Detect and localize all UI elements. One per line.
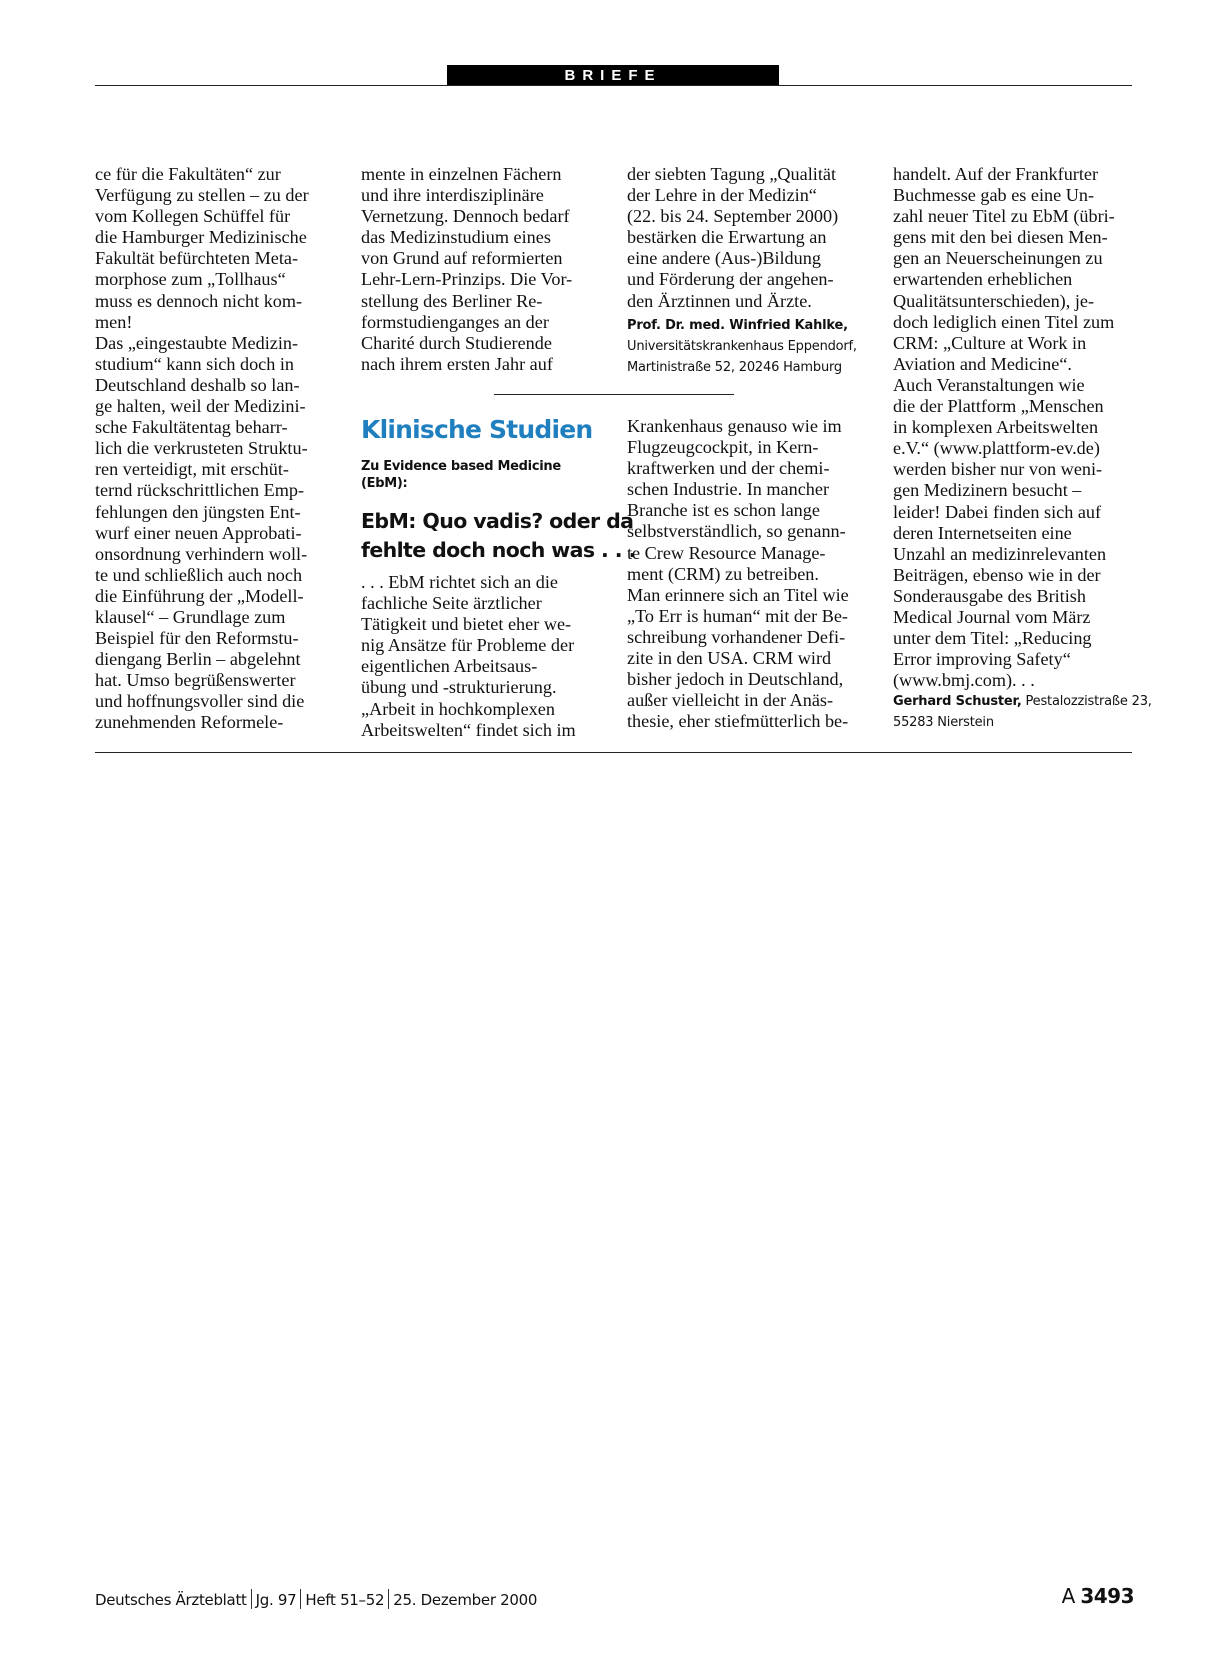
text-line: unter dem Titel: „Reducing xyxy=(893,628,1092,649)
content-bottom-rule xyxy=(95,752,1132,753)
text-line: Qualitätsunterschieden), je- xyxy=(893,290,1094,311)
text-line: Unzahl an medizinrelevanten xyxy=(893,543,1107,564)
letter-body xyxy=(361,572,609,741)
text-line: schen Industrie. In mancher xyxy=(627,479,830,500)
text-line: ment (CRM) zu betreiben. xyxy=(627,563,819,584)
text-line: ge halten, weil der Medizini- xyxy=(95,396,306,417)
separator xyxy=(388,1589,389,1609)
separator xyxy=(300,1589,301,1609)
column-1 xyxy=(95,164,333,734)
text-line: Krankenhaus genauso wie im xyxy=(627,416,842,436)
text-line: wurf einer neuen Approbati- xyxy=(95,522,302,543)
signature-address: Martinistraße 52, 20246 Hamburg xyxy=(627,359,842,375)
text-line: und ihre interdisziplinäre xyxy=(361,185,544,206)
text-line: das Medizinstudium eines xyxy=(361,227,551,248)
text-line: onsordnung verhindern woll- xyxy=(95,543,308,564)
text-line: stellung des Berliner Re- xyxy=(361,290,543,311)
text-line: Sonderausgabe des British xyxy=(893,585,1086,606)
text-line: men! xyxy=(95,311,133,332)
text-line: thesie, eher stiefmütterlich be- xyxy=(627,711,849,732)
text-line: die Hamburger Medizinische xyxy=(95,227,307,248)
text-line: studium“ kann sich doch in xyxy=(95,353,295,374)
text-line: zite in den USA. CRM wird xyxy=(627,648,832,669)
text-line: der Lehre in der Medizin“ xyxy=(627,185,817,206)
text-line: Das „eingestaubte Medizin- xyxy=(95,332,299,353)
column-4 xyxy=(893,164,1152,733)
text-line: selbstverständlich, so genann- xyxy=(627,521,846,542)
text-line: te und schließlich auch noch xyxy=(95,564,303,585)
separator xyxy=(251,1589,252,1609)
letter-separator xyxy=(494,394,734,395)
text-line: Beispiel für den Reformstu- xyxy=(95,628,299,649)
text-line: Vernetzung. Dennoch bedarf xyxy=(361,206,570,227)
date: 25. Dezember 2000 xyxy=(393,1591,538,1609)
letter-header xyxy=(361,410,636,741)
text-line: Flugzeugcockpit, in Kern- xyxy=(627,437,819,458)
signature-affiliation: Universitätskrankenhaus Eppendorf, xyxy=(627,338,857,354)
text-line: hat. Umso begrüßenswerter xyxy=(95,670,296,691)
text-line: Buchmesse gab es eine Un- xyxy=(893,185,1095,206)
text-line: vom Kollegen Schüffel für xyxy=(95,206,291,227)
text-line: kraftwerken und der chemi- xyxy=(627,458,830,479)
text-line: klausel“ – Grundlage zum xyxy=(95,606,286,627)
text-line: Lehr-Lern-Prinzips. Die Vor- xyxy=(361,269,573,290)
text-line: Aviation and Medicine“. xyxy=(893,353,1072,374)
text-line: zunehmenden Reformele- xyxy=(95,712,284,733)
text-line: Beiträgen, ebenso wie in der xyxy=(893,564,1101,585)
text-line: CRM: „Culture at Work in xyxy=(893,332,1087,353)
text-line: die Einführung der „Modell- xyxy=(95,585,304,606)
text-line: gens mit den bei diesen Men- xyxy=(893,227,1108,248)
text-line: und hoffnungsvoller sind die xyxy=(95,691,305,712)
section-label: BRIEFE xyxy=(447,65,779,86)
issue: Heft 51–52 xyxy=(305,1591,385,1609)
text-line: „To Err is human“ mit der Be- xyxy=(627,605,848,626)
text-line: Error improving Safety“ xyxy=(893,649,1071,670)
text-line: nig Ansätze für Probleme der xyxy=(361,635,575,656)
letter-headline: EbM: Quo vadis? oder da fehlte doch noch was . . . xyxy=(361,509,636,562)
text-line: e.V.“ (www.plattform-ev.de) xyxy=(893,438,1100,459)
text-line: Tätigkeit und bietet eher we- xyxy=(361,614,572,635)
text-line: Branche ist es schon lange xyxy=(627,500,820,521)
text-line: muss es dennoch nicht kom- xyxy=(95,290,303,311)
text-line: „Arbeit in hochkomplexen xyxy=(361,698,555,719)
signature-name: Prof. Dr. med. Winfried Kahlke, xyxy=(627,317,848,333)
text-line: nach ihrem ersten Jahr auf xyxy=(361,353,553,374)
text-line: fehlungen den jüngsten Ent- xyxy=(95,501,301,522)
text-line: deren Internetseiten eine xyxy=(893,522,1072,543)
header-rule xyxy=(95,85,1132,86)
text-line: die der Plattform „Menschen xyxy=(893,396,1104,417)
text-line: doch lediglich einen Titel zum xyxy=(893,311,1115,332)
text-line: eigentlichen Arbeitsaus- xyxy=(361,656,538,677)
text-line: Arbeitswelten“ findet sich im xyxy=(361,719,576,740)
text-line: leider! Dabei finden sich auf xyxy=(893,501,1102,522)
column-3-continued xyxy=(627,416,865,732)
signature-address: 55283 Nierstein xyxy=(893,715,994,731)
footer-citation xyxy=(95,1589,537,1609)
text-line: (www.bmj.com). . . xyxy=(893,670,1035,691)
text-line: der siebten Tagung „Qualität xyxy=(627,164,836,184)
text-line: Charité durch Studierende xyxy=(361,332,552,353)
text-line: gen an Neuerscheinungen zu xyxy=(893,248,1103,269)
text-line: den Ärztinnen und Ärzte. xyxy=(627,290,812,311)
page-number: A 3493 xyxy=(1061,1584,1134,1608)
text-line: handelt. Auf der Frankfurter xyxy=(893,164,1099,184)
text-line: ternd rückschrittlichen Emp- xyxy=(95,480,305,501)
text-line: übung und -strukturierung. xyxy=(361,677,557,698)
text-line: ce für die Fakultäten“ zur xyxy=(95,164,281,184)
text-line: schreibung vorhandener Defi- xyxy=(627,626,846,647)
text-line: Verfügung zu stellen – zu der xyxy=(95,185,309,206)
text-line: bisher jedoch in Deutschland, xyxy=(627,669,844,690)
text-line: in komplexen Arbeitswelten xyxy=(893,417,1099,438)
text-line: bestärken die Erwartung an xyxy=(627,227,827,248)
text-line: Deutschland deshalb so lan- xyxy=(95,374,300,395)
text-line: und Förderung der angehen- xyxy=(627,269,834,290)
text-line: Medical Journal vom März xyxy=(893,606,1091,627)
signature-name: Gerhard Schuster, Pestalozzistraße 23, xyxy=(893,694,1152,710)
text-line: mente in einzelnen Fächern xyxy=(361,164,562,184)
text-line: von Grund auf reformierten xyxy=(361,248,563,269)
text-line: . . . EbM richtet sich an die xyxy=(361,572,558,592)
text-line: eine andere (Aus-)Bildung xyxy=(627,248,821,269)
text-line: lich die verkrusteten Struktu- xyxy=(95,438,308,459)
text-line: Auch Veranstaltungen wie xyxy=(893,374,1085,395)
text-line: te Crew Resource Manage- xyxy=(627,542,826,563)
text-line: erwartenden erheblichen xyxy=(893,269,1073,290)
text-line: sche Fakultätentag beharr- xyxy=(95,417,288,438)
text-line: Fakultät befürchteten Meta- xyxy=(95,248,299,269)
column-3 xyxy=(627,164,865,378)
volume: Jg. 97 xyxy=(255,1591,297,1609)
column-2 xyxy=(361,164,599,375)
text-line: zahl neuer Titel zu EbM (übri- xyxy=(893,206,1115,227)
text-line: werden bisher nur von weni- xyxy=(893,459,1103,480)
journal-name: Deutsches Ärzteblatt xyxy=(95,1591,247,1609)
text-line: ren verteidigt, mit erschüt- xyxy=(95,459,289,480)
rubric-title: Klinische Studien xyxy=(361,415,593,444)
text-line: formstudienganges an der xyxy=(361,311,549,332)
reference-line: Zu Evidence based Medicine (EbM): xyxy=(361,459,561,491)
text-line: fachliche Seite ärztlicher xyxy=(361,593,542,614)
text-line: Man erinnere sich an Titel wie xyxy=(627,584,849,605)
text-line: morphose zum „Tollhaus“ xyxy=(95,269,286,290)
text-line: diengang Berlin – abgelehnt xyxy=(95,649,301,670)
text-line: außer vielleicht in der Anäs- xyxy=(627,690,834,711)
text-line: (22. bis 24. September 2000) xyxy=(627,206,839,227)
text-line: gen Medizinern besucht – xyxy=(893,480,1082,501)
